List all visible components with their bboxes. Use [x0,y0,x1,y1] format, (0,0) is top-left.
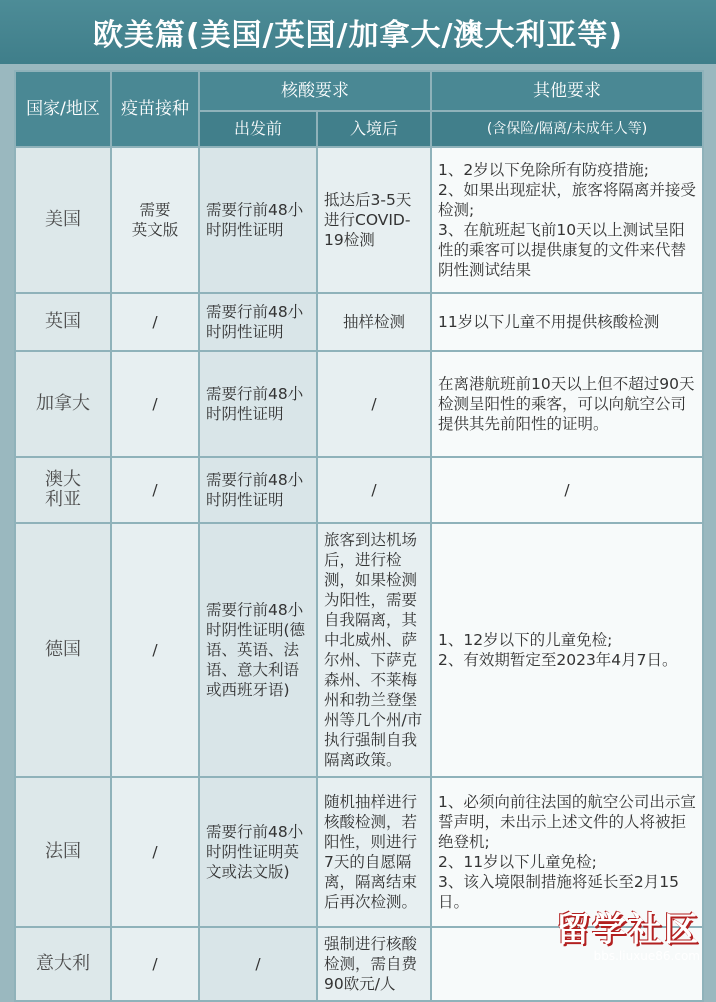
header-after: 入境后 [317,111,431,147]
header-other: 其他要求 [431,71,703,111]
country-cell: 德国 [15,523,111,777]
after-cell: / [317,351,431,457]
other-cell: 1、必须向前往法国的航空公司出示宣誓声明，未出示上述文件的人将被拒绝登机; 2、11岁以下儿童免检; 3、该入境限制措施将延长至2月15日。 [431,777,703,927]
after-cell: 抽样检测 [317,293,431,351]
watermark-url: bbs.liuxue86.com [593,949,700,963]
vaccine-cell: / [111,927,199,1001]
vaccine-cell: / [111,523,199,777]
before-cell: 需要行前48小时阴性证明 [199,147,317,293]
header-other-sub: (含保险/隔离/未成年人等) [431,111,703,147]
table-row [15,351,703,457]
header-nucleic: 核酸要求 [199,71,431,111]
header-before: 出发前 [199,111,317,147]
header-vaccine: 疫苗接种 [111,71,199,147]
vaccine-cell: / [111,457,199,523]
before-cell: 需要行前48小时阴性证明 [199,293,317,351]
table-row [15,147,703,293]
after-cell: 抵达后3-5天进行COVID-19检测 [317,147,431,293]
country-cell: 法国 [15,777,111,927]
country-cell: 澳大 利亚 [15,457,111,523]
country-cell: 英国 [15,293,111,351]
vaccine-cell: / [111,293,199,351]
vaccine-cell: / [111,351,199,457]
vaccine-cell: / [111,777,199,927]
header-country: 国家/地区 [15,71,111,147]
table-row [15,293,703,351]
before-cell: 需要行前48小时阴性证明英文或法文版) [199,777,317,927]
before-cell: 需要行前48小时阴性证明(德语、英语、法语、意大利语或西班牙语) [199,523,317,777]
after-cell: / [317,457,431,523]
table-row [15,777,703,927]
country-cell: 美国 [15,147,111,293]
title-bar [0,0,716,64]
vaccine-cell: 需要 英文版 [111,147,199,293]
table-row [15,457,703,523]
requirements-table [14,70,704,1002]
before-cell: / [199,927,317,1001]
before-cell: 需要行前48小时阴性证明 [199,457,317,523]
watermark [556,911,700,963]
table-row [15,523,703,777]
other-cell: 在离港航班前10天以上但不超过90天检测呈阳性的乘客，可以向航空公司提供其先前阳性的证明。 [431,351,703,457]
other-cell: 1、12岁以下的儿童免检; 2、有效期暂定至2023年4月7日。 [431,523,703,777]
country-cell: 意大利 [15,927,111,1001]
other-cell: / [431,457,703,523]
before-cell: 需要行前48小时阴性证明 [199,351,317,457]
after-cell: 强制进行核酸检测，需自费90欧元/人 [317,927,431,1001]
after-cell: 随机抽样进行核酸检测，若阳性，则进行7天的自愿隔离，隔离结束后再次检测。 [317,777,431,927]
country-cell: 加拿大 [15,351,111,457]
after-cell: 旅客到达机场后，进行检测，如果检测为阳性，需要自我隔离，其中北威州、萨尔州、下萨克森州、不莱梅州和勃兰登堡州等几个州/市执行强制自我隔离政策。 [317,523,431,777]
other-cell: 1、2岁以下免除所有防疫措施; 2、如果出现症状，旅客将隔离并接受检测; 3、在航班起飞前10天以上测试呈阳性的乘客可以提供康复的文件来代替阴性测试结果 [431,147,703,293]
other-cell: 11岁以下儿童不用提供核酸检测 [431,293,703,351]
watermark-logo: 留学社区 [556,910,700,950]
page-title: 欧美篇(美国/英国/加拿大/澳大利亚等) [92,18,624,53]
